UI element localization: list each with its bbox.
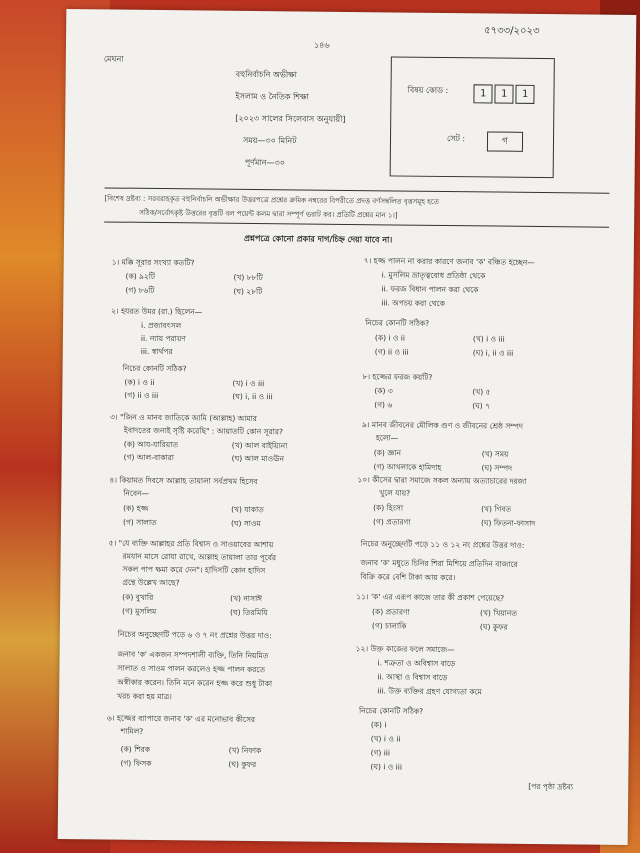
- stem-intro: নিচের অনুচ্ছেদটি পড়ে ৬ ও ৭ নং প্রশ্নের উত্তর দাও:: [117, 629, 272, 641]
- option: (গ) চালাকি: [371, 621, 407, 631]
- question-10: ১০। কীসের দ্বারা সমাজে সকল অন্যায় অত্যাচারের দরজা: [357, 475, 527, 486]
- divider: [104, 187, 609, 193]
- question-5-cont: গ্রন্থে উল্লেখ আছে?: [122, 577, 180, 588]
- statement: i. মুসলিম ভ্রাতৃত্ববোধ প্রতিষ্ঠা থেকে: [381, 270, 486, 281]
- stem-line: জনাব 'ক' একজন সম্পদশালী ব্যক্তি, তিনি নিয়মিত: [117, 649, 269, 661]
- option: (খ) ৮৮টি: [233, 272, 263, 283]
- stem-line: সালাত ও সাওম পালন করলেও হজ্জ পালন করতে: [117, 663, 266, 675]
- option: (খ) i ও iii: [232, 378, 265, 389]
- option: (ক) ৩: [374, 386, 393, 396]
- option: (ক) শিরক: [120, 744, 151, 754]
- subject-name: ইসলাম ও নৈতিক শিক্ষা: [235, 91, 309, 102]
- exam-paper: [58, 9, 637, 845]
- time-limit: সময়—৩০ মিনিট: [242, 135, 297, 146]
- statement: i. প্রজাবৎসল: [141, 320, 182, 331]
- option: (গ) ii ও iii: [124, 390, 159, 401]
- option: (খ) গিবত: [481, 504, 512, 514]
- code-digit: 1: [515, 85, 534, 104]
- no-marks-note: প্রশ্নপত্রে কোনো প্রকার দাগ/চিহ্ন দেয়া যাবে না।: [243, 233, 393, 245]
- option: (গ) ফিসক: [120, 758, 152, 768]
- code-digit: 1: [494, 85, 513, 104]
- option: (গ) আল-বাকারা: [123, 452, 174, 463]
- question-9-cont: হলো—: [375, 433, 399, 443]
- option: (গ) ৬: [374, 400, 393, 410]
- question-6: ৬। হজ্জের ব্যাপারে জনাব 'ক' এর মনোভাব কীসের: [106, 713, 256, 725]
- option: (ক) বুখারি: [122, 592, 154, 602]
- option: (ক) জ্ঞান: [373, 448, 402, 458]
- option: (ক) আয-যারিয়াত: [123, 439, 179, 450]
- subject-code-digits: [473, 81, 536, 104]
- board-name: মেঘনা: [103, 54, 124, 64]
- option: (খ) i ও iii: [472, 334, 505, 344]
- option: (গ) আখলাকে হামিদাহ: [373, 462, 442, 472]
- stem-intro: নিচের অনুচ্ছেদটি পড়ে ১১ ও ১২ নং প্রশ্নের উত্তর দাও:: [360, 539, 525, 550]
- option: (গ) ii ও iii: [374, 347, 409, 357]
- option: (খ) খিয়ানত: [480, 608, 518, 618]
- option: (ঘ) কুফর: [479, 622, 508, 632]
- statement: iii. উক্ত ব্যক্তির গ্রহণ যোগ্যতা কমে: [377, 686, 482, 697]
- question-4: ৪। কিয়ামত দিবসে আল্লাহ তায়ালা সর্বপ্রথম হিসেব: [109, 475, 258, 487]
- stem-line: অস্বীকার করেন। তিনি মনে করেন হজ্জ করে শুধু টাকা: [117, 677, 273, 689]
- option: (গ) প্রতারণা: [372, 517, 411, 527]
- option: (ঘ) আল মাওঊন: [231, 453, 285, 464]
- question-3-cont: ইবাদতের জন্যই সৃষ্টি করেছি" : আয়াতটি কোন সূরার?: [123, 425, 284, 437]
- question-12: ১২। উক্ত কাজের ফলে সমাজে—: [355, 644, 455, 655]
- set-value: গ: [487, 131, 523, 151]
- option: (ঘ) i, ii ও iii: [232, 391, 273, 402]
- option: (খ) সময়: [481, 449, 509, 459]
- option: (ক) প্রতারণা: [372, 607, 410, 617]
- instruction-line-2: সঠিক/সর্বোৎকৃষ্ট উত্তরের বৃত্তটি বল পয়েন্ট কলম দ্বারা সম্পূর্ণ ভরাট কর। প্রতিটি প্রশ্নের মান ১।]: [139, 208, 398, 220]
- option: (ক) i ও ii: [124, 377, 155, 387]
- statement: iii. স্বার্থপর: [140, 346, 173, 357]
- option: (ঘ) সাওম: [230, 518, 261, 529]
- option: (খ) নাসাঈ: [230, 593, 263, 604]
- option: (খ) i ও ii: [370, 734, 401, 744]
- question-11: ১১। 'ক' এর এরূপ কাজে তার কী প্রকাশ পেয়েছে?: [356, 592, 505, 603]
- option: (গ) iii: [370, 748, 391, 758]
- question-8: ৮। হজ্জের ফরজ কয়টি?: [362, 372, 433, 382]
- which-correct: নিচের কোনটি সঠিক?: [365, 318, 430, 328]
- page-turn-note: [পর পৃষ্ঠা দ্রষ্টব্য: [528, 781, 574, 792]
- question-7: ৭। হজ্জ পালন না করার কারণে জনাব 'ক' বঞ্চিত হচ্ছেন—: [363, 256, 535, 267]
- option: (গ) মুসলিম: [122, 606, 157, 617]
- option: (ক) i: [370, 720, 387, 730]
- stem-line: খরচ করা হয় মাত্র।: [117, 691, 172, 702]
- question-6-cont: শামিল?: [120, 726, 144, 736]
- which-correct: নিচের কোনটি সঠিক?: [358, 706, 424, 716]
- subject-code-label: বিষয় কোড :: [407, 85, 449, 96]
- question-2: ২। হযরত উমর (রা.) ছিলেন—: [111, 306, 203, 317]
- option: (গ) সালাত: [122, 517, 157, 528]
- code-digit: 1: [473, 84, 492, 103]
- option: (ঘ) i ও iii: [370, 762, 402, 772]
- option: (ঘ) ফিতনা-ফাসাদ: [480, 518, 536, 528]
- page-number: ১৪৬: [313, 40, 330, 50]
- question-5: ৫। "যে ব্যক্তি আল্লাহর প্রতি বিশ্বাস ও সাওয়াবের আশায়: [108, 538, 274, 550]
- stem-line: জনাব 'ক' মধুতে চিনির শিরা মিশিয়ে প্রতিদিন বাজারে: [360, 558, 518, 569]
- statement: i. শত্রুতা ও অবিশ্বাস বাড়ে: [377, 658, 456, 669]
- statement: ii. ন্যায় পরায়ণ: [140, 333, 186, 344]
- option: (ক) হজ্জ: [123, 503, 149, 513]
- question-5-cont: সকল পাপ ক্ষমা করে দেন"। হাদিসটি কোন হাদিস: [122, 564, 266, 576]
- option: (ঘ) কুফর: [228, 759, 257, 770]
- statement: ii. আস্থা ও বিশ্বাস বাড়ে: [377, 672, 448, 683]
- subject-code-box: [390, 56, 555, 178]
- full-marks: পূর্ণমান—৩০: [244, 157, 286, 168]
- question-1: ১। মক্কি সূরার সংখ্যা কতটি?: [111, 257, 195, 268]
- option: (খ) আল বাইয়্যিনা: [231, 440, 288, 451]
- option: (খ) ৫: [472, 387, 491, 397]
- option: (ক) হিংসা: [373, 503, 404, 513]
- stem-line: বিক্রি করে বেশি টাকা আয় করে।: [360, 572, 456, 583]
- syllabus-note: [২০২৩ সালের সিলেবাস অনুযায়ী]: [235, 113, 346, 124]
- option: (ঘ) i, ii ও iii: [472, 348, 514, 358]
- set-label: সেট :: [446, 134, 466, 144]
- statement: ii. ফরজ বিধান পালন করা থেকে: [381, 284, 479, 295]
- set-value-wrap: [487, 128, 523, 151]
- option: (গ) ৮৬টি: [125, 285, 155, 295]
- option: (ক) ৯২টি: [125, 271, 156, 281]
- option: (ঘ) ২৮টি: [233, 286, 263, 297]
- option: (ক) i ও ii: [374, 333, 406, 343]
- serial-number: ৫৭৩৩/২০২৩: [484, 25, 540, 37]
- exam-title: বহুনির্বাচনি অভীক্ষা: [235, 69, 298, 80]
- instruction-line-1: [বিশেষ দ্রষ্টব্য : সরবরাহকৃত বহুনির্বাচনি অভীক্ষার উত্তরপত্রে প্রশ্নের ক্রমিক নম্বরের বিপরীতে প্রদত্ত বর্ণসম্বলিত বৃত্তসমূহ হতে: [104, 194, 439, 206]
- option: (ঘ) ৭: [472, 401, 491, 411]
- option: (ঘ) তিরমিযি: [230, 607, 268, 618]
- question-10-cont: খুলে যায়?: [379, 488, 411, 498]
- option: (খ) নিফাক: [228, 745, 262, 756]
- question-5-cont: রমযান মাসে রোযা রাখে, আল্লাহ তায়ালা তার পূর্বের: [122, 551, 277, 563]
- question-4-cont: নিবেন—: [123, 488, 150, 498]
- statement: iii. অপচয় করা থেকে: [381, 298, 445, 309]
- option: (ঘ) সম্পদ: [481, 463, 513, 473]
- question-9: ৯। মানব জীবনের মৌলিক গুণ ও জীবনের শ্রেষ্ঠ সম্পদ: [361, 420, 523, 431]
- which-correct: নিচের কোনটি সঠিক?: [122, 363, 187, 374]
- question-3: ৩। "জিন ও মানব জাতিকে আমি (আল্লাহ) আমার: [110, 412, 257, 424]
- divider: [104, 221, 609, 227]
- option: (খ) যাকাত: [231, 504, 264, 515]
